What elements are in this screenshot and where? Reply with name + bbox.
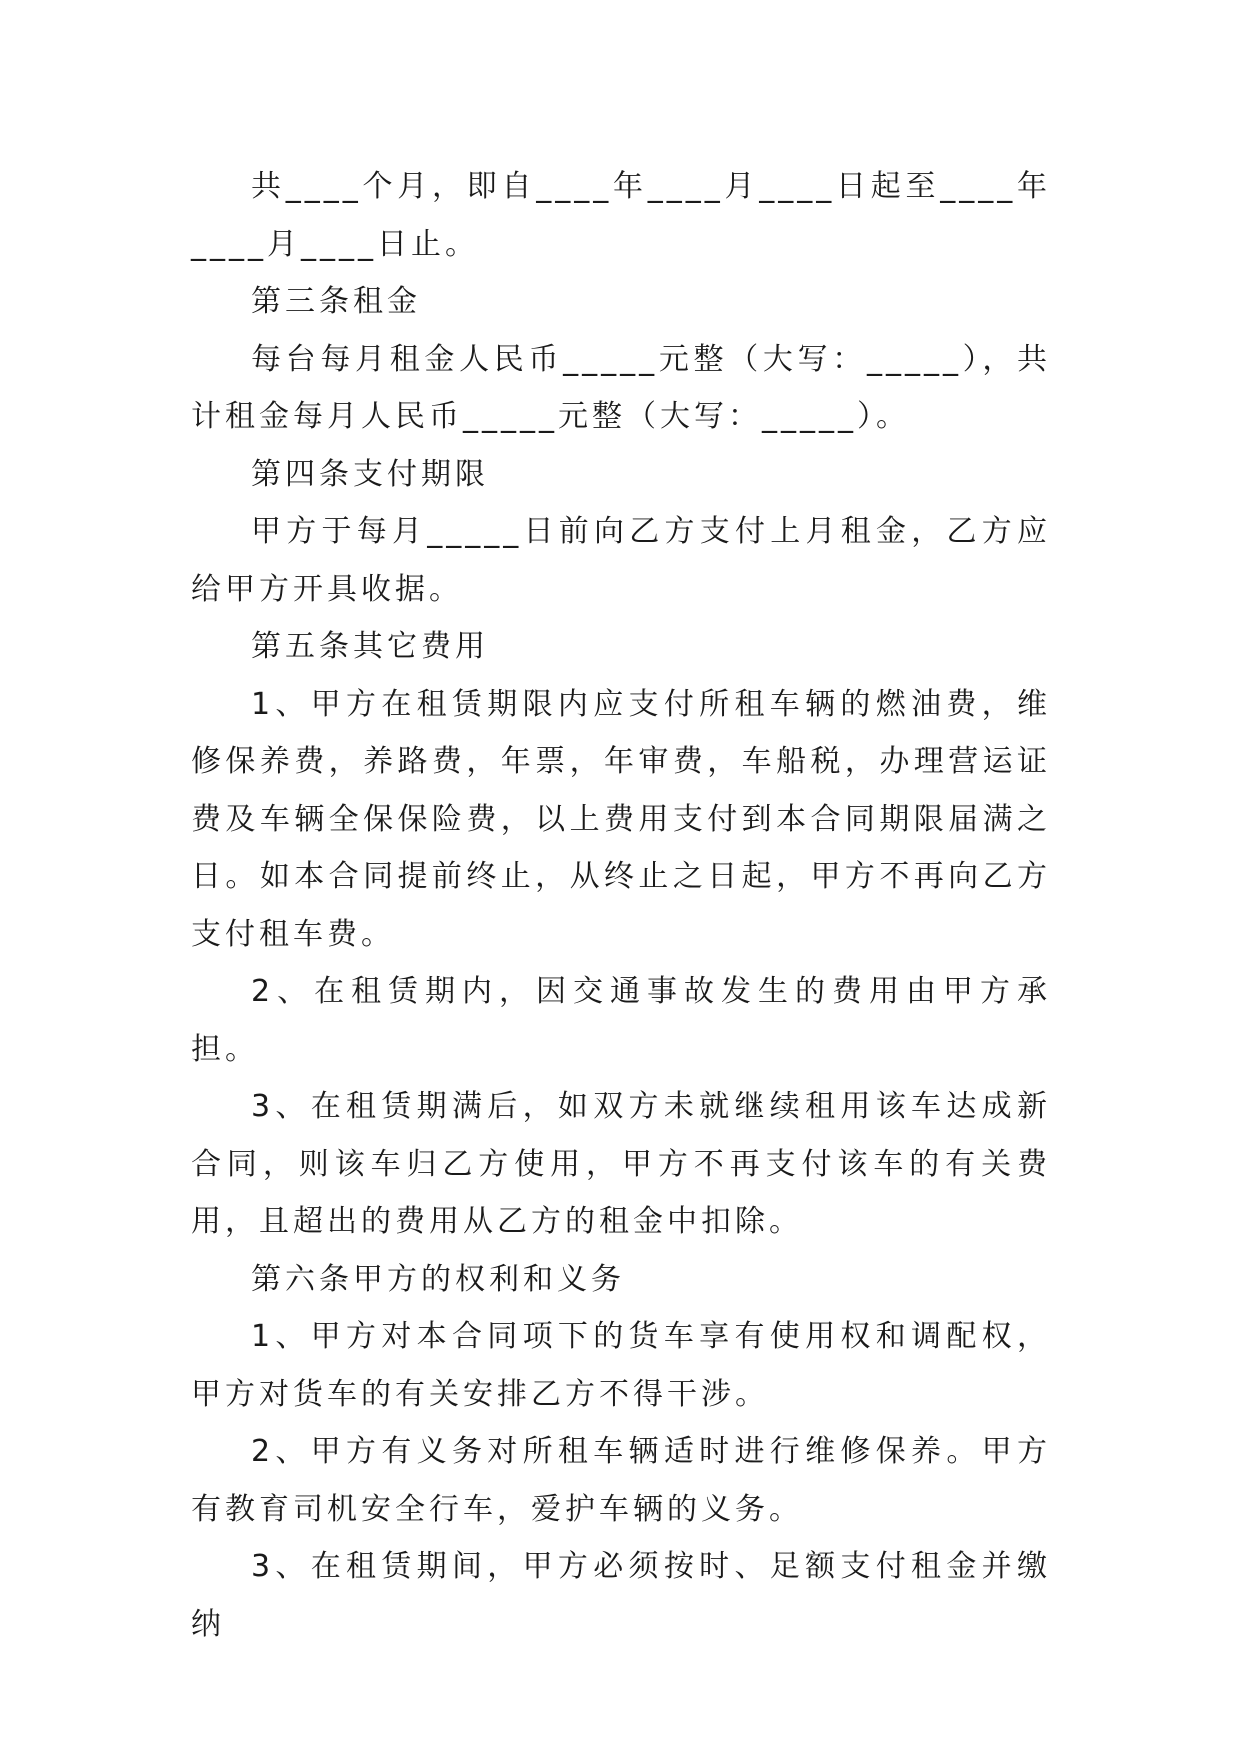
heading-article-6-party-a-rights: 第六条甲方的权利和义务 bbox=[251, 1261, 625, 1297]
document-body bbox=[191, 158, 1051, 1653]
paragraph-payment-term: 甲方于每月_____日前向乙方支付上月租金，乙方应给甲方开具收据。 bbox=[191, 514, 1051, 607]
paragraph-party-a-rights-2: 2、甲方有义务对所租车辆适时进行维修保养。甲方有教育司机安全行车，爱护车辆的义务。 bbox=[191, 1434, 1051, 1527]
paragraph-party-a-rights-3: 3、在租赁期间，甲方必须按时、足额支付租金并缴纳 bbox=[191, 1549, 1051, 1642]
paragraph-lease-period: 共____个月，即自____年____月____日起至____年____月____日止。 bbox=[191, 169, 1051, 262]
paragraph-party-a-rights-1: 1、甲方对本合同项下的货车享有使用权和调配权，甲方对货车的有关安排乙方不得干涉。 bbox=[191, 1319, 1051, 1412]
heading-article-5-other-fees: 第五条其它费用 bbox=[251, 629, 489, 664]
paragraph-rent-amount: 每台每月租金人民币_____元整（大写：_____），共计租金每月人民币_____元整（大写：_____）。 bbox=[191, 341, 1051, 434]
paragraph-other-fees-2: 2、在租赁期内，因交通事故发生的费用由甲方承担。 bbox=[191, 974, 1051, 1067]
paragraph-other-fees-3: 3、在租赁期满后，如双方未就继续租用该车达成新合同，则该车归乙方使用，甲方不再支付该车的有关费用，且超出的费用从乙方的租金中扣除。 bbox=[191, 1089, 1051, 1239]
paragraph-other-fees-1: 1、甲方在租赁期限内应支付所租车辆的燃油费，维修保养费，养路费，年票，年审费，车船税，办理营运证费及车辆全保保险费，以上费用支付到本合同期限届满之日。如本合同提前终止，从终止之日起，甲方不再向乙方支付租车费。 bbox=[191, 686, 1051, 952]
heading-article-3-rent: 第三条租金 bbox=[251, 284, 421, 319]
heading-article-4-payment-term: 第四条支付期限 bbox=[251, 456, 489, 492]
